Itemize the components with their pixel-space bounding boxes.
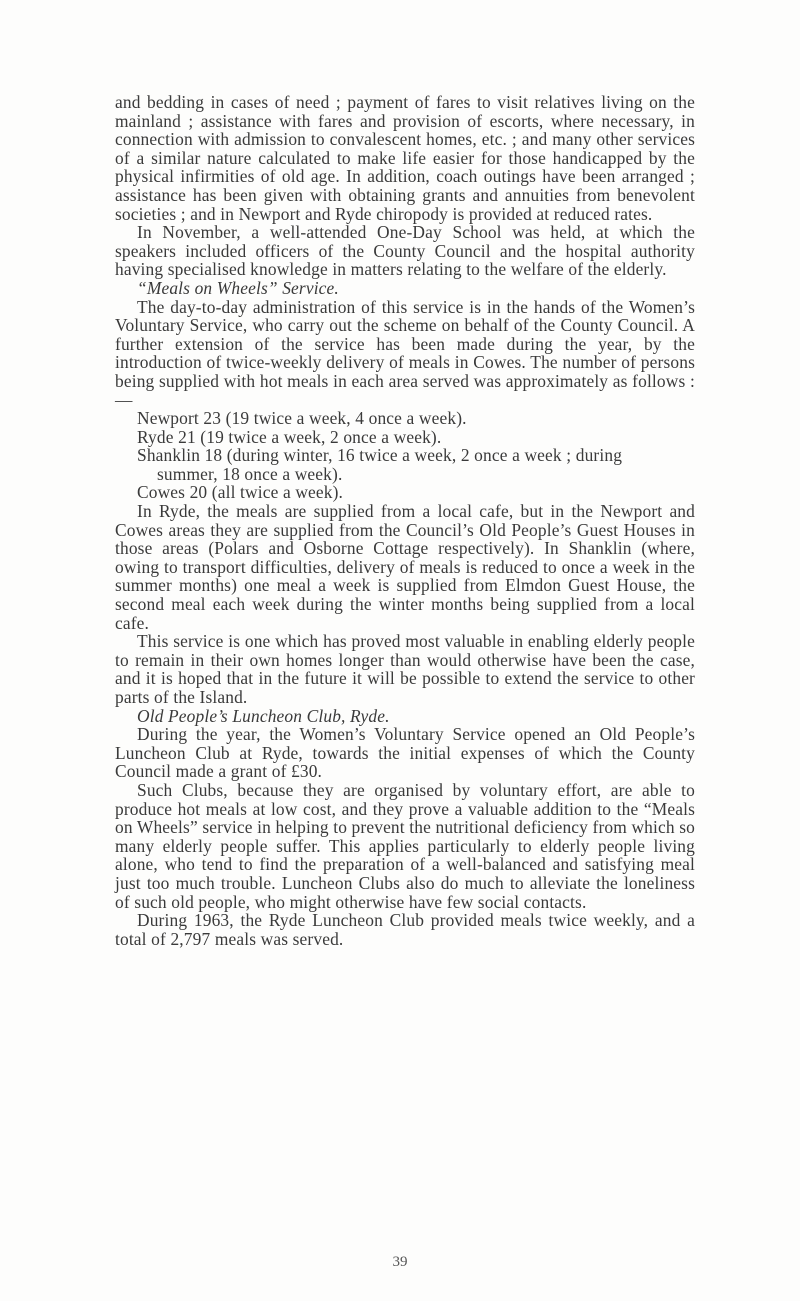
list-item: Ryde 21 (19 twice a week, 2 once a week).: [137, 426, 442, 447]
list-item: Shanklin 18 (during winter, 16 twice a week, 2 once a week ; during: [137, 445, 623, 466]
body-text: [115, 93, 695, 948]
luncheon-club-heading: Old People’s Luncheon Club, Ryde.: [137, 705, 390, 726]
meals-areas-list: [115, 409, 695, 502]
list-item: [115, 465, 695, 484]
list-item: Cowes 20 (all twice a week).: [137, 482, 344, 503]
list-item: Newport 23 (19 twice a week, 4 once a week).: [137, 408, 467, 429]
intro-paragraph-1: and bedding in cases of need ; payment of fares to visit relatives living on the mainland ; assistance with fares and provision of escorts, where necessary, in connection with admission to convalescent homes, etc. ; and many other services of a similar nature calculated to make life easier for those handicapped by the physical infirmities of old age. In addition, coach outings have been arranged ; assistance has been given with obtaining grants and annuities from benevolent societies ; and in Newport and Ryde chiropody is provided at reduced rates.: [115, 92, 695, 224]
meals-on-wheels-paragraph-2: In Ryde, the meals are supplied from a local cafe, but in the Newport and Cowes areas they are supplied from the Council’s Old People’s Guest Houses in those areas (Polars and Osborne Cottage respectively). In Shanklin (where, owing to transport difficulties, delivery of meals is reduced to once a week in the summer months) one meal a week is supplied from Elmdon Guest House, the second meal each week during the winter months being supplied from a local cafe.: [115, 501, 695, 633]
meals-on-wheels-paragraph-3: This service is one which has proved most valuable in enabling elderly people to remain in their own homes longer than would otherwise have been the case, and it is hoped that in the future it will be possible to extend the service to other parts of the Island.: [115, 631, 695, 707]
luncheon-club-paragraph-3: During 1963, the Ryde Luncheon Club provided meals twice weekly, and a total of 2,797 meals was served.: [115, 910, 695, 949]
intro-paragraph-2: In November, a well-attended One-Day School was held, at which the speakers included officers of the County Council and the hospital authority having specialised knowledge in matters relating to the welfare of the elderly.: [115, 222, 695, 280]
list-item-continuation: summer, 18 once a week).: [157, 463, 343, 484]
luncheon-club-paragraph-1: During the year, the Women’s Voluntary Service opened an Old People’s Luncheon Club at Ryde, towards the initial expenses of which the County Council made a grant of £30.: [115, 724, 695, 782]
page-number: 39: [392, 1254, 408, 1270]
meals-on-wheels-heading: “Meals on Wheels” Service.: [137, 277, 339, 298]
meals-on-wheels-paragraph-1: The day-to-day administration of this service is in the hands of the Women’s Voluntary Service, who carry out the scheme on behalf of the County Council. A further extension of the service has been made during the year, by the introduction of twice-weekly delivery of meals in Cowes. The number of persons being supplied with hot meals in each area served was approximately as follows :—: [115, 296, 695, 410]
luncheon-club-paragraph-2: Such Clubs, because they are organised by voluntary effort, are able to produce hot meals at low cost, and they prove a valuable addition to the “Meals on Wheels” service in helping to prevent the nutritional deficiency from which so many elderly people suffer. This applies particularly to elderly people living alone, who tend to find the preparation of a well-balanced and satisfying meal just too much trouble. Luncheon Clubs also do much to alleviate the loneliness of such old people, who might otherwise have few social contacts.: [115, 779, 695, 912]
